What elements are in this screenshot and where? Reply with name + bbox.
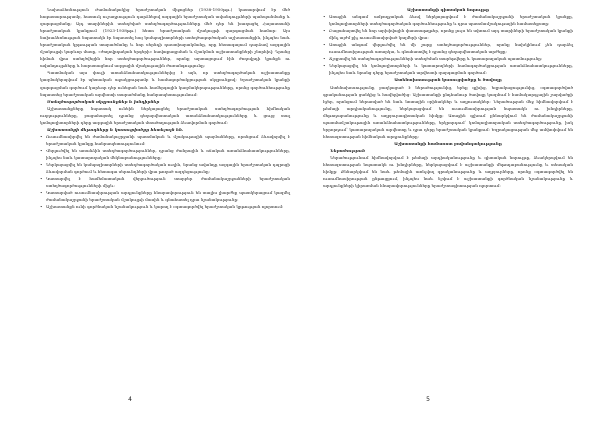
section-heading: Ատենախոսության կառուցվածքը և ծավալը <box>394 77 502 83</box>
bullet-item: • Առաջին անգամ ամբողջական ձևով ներկայացվում է ժամանակաշրջանի երաժշտական կյանքը, կոմպոզիտորների ստեղծագործական գործունեությունը և դրա պատմամշակութային համատեքստը: <box>323 13 573 27</box>
bullet-item: • Ուսումնասիրվել են ժամանակաշրջանի պատմական և մշակութային պայմանները, որոնցում ձևավորվել է երաժշտական կյանքը հանրապետությունում: <box>40 133 290 147</box>
page-number-right: 5 <box>426 396 430 403</box>
body-paragraph: Աշխատանքները նպատակ ունեին ներկայացնել երաժշտական ստեղծագործության հիմնական ուղղությունները, բացահայտել դրանց գեղարվեստական առանձնահատկությունները և ցույց տալ կոմպոզիտորների դերը ազգային երաժշտական մտածողության ձևավորման գործում: <box>40 105 290 125</box>
bullet-item: • Կատարված ուսումնասիրության արդյունքները հնարավորություն են տալիս լիարժեք պատկերացում կազմել ժամանակաշրջանի երաժշտական մշակույթի մասին և գնահատել դրա նշանակությունը: <box>40 189 290 203</box>
bullet-item: • Բացահայտվել են նոր արխիվային փաստաթղթեր, որոնք լույս են սփռում այդ տարիների երաժշտական կյանքի մինչ այժմ քիչ ուսումնասիրված կողմերի վրա: <box>323 27 573 41</box>
body-paragraph: Ներածությունում հիմնավորվում է թեմայի արդիականությունը և գիտական նորույթը, ձևակերպվում են հետազոտության նպատակն ու խնդիրները, ներկայացվում է աշխատանքի մեթոդաբանությունը և տեսական հիմքը: Քննարկվում են նաև թեմային առնչվող գրականությունը և աղբյուրները, որոնք օգտագործվել են ուսումնասիրության ընթացքում, ինչպես նաև նշվում է աշխատանքի գործնական նշանակությունը և արդյունքների կիրառման հնարավորությունները երաժշտագիտության ոլորտում: <box>323 154 573 189</box>
bullet-item: • Առաջին անգամ վերլուծվել են մի շարք ստեղծագործություններ, որոնք նախկինում չեն դարձել ուսումնասիրության առարկա, և գնահատվել է դրանց գեղարվեստական արժեքը: <box>323 41 573 55</box>
page-number-left: 4 <box>128 396 132 403</box>
subsection-heading: Ներածություն <box>330 147 366 153</box>
body-paragraph: Ատենախոսությունը բաղկացած է ներածությունից, երեք գլխից, եզրակացությունից, օգտագործված գրականության ցանկից և հավելվածից: Աշխատանքի ընդհանուր ծավալը կազմում է համակարգչային շարվածքի էջեր, որոնցում ներառված են նաև նոտային օրինակներ և աղյուսակներ: Ներածության մեջ հիմնավորվում է թեմայի արդիականությունը, ներկայացվում են ուսումնասիրության նպատակն ու խնդիրները, մեթոդաբանությունը և աղբյուրագիտական հիմքը: Առաջին գլխում քննարկվում են ժամանակաշրջանի պատմամշակութային առանձնահատկությունները, երկրորդում՝ կոմպոզիտորական ստեղծագործությունը, իսկ երրորդում՝ կատարողական արվեստը և դրա դերը երաժշտական կյանքում: Եզրակացության մեջ ամփոփվում են հետազոտության հիմնական արդյունքները: <box>323 84 573 139</box>
bullet-item: • Կատարվել է համեմատական վերլուծություն տարբեր ժամանակաշրջանների երաժշտական ստեղծագործությունների միջև: <box>40 175 290 189</box>
bullet-item: • Ներկայացվել են կոմպոզիտորների ստեղծագործական ուղին, նրանց ավանդը ազգային երաժշտական դպրոցի ձևավորման գործում և հետագա սերունդների վրա թողած ազդեցությունը: <box>40 161 290 175</box>
section-heading: Աշխատանքի համառոտ բովանդակությունը <box>394 140 502 146</box>
bullet-item: • Ճշգրտվել են ստեղծագործությունների ստեղծման տարեթվերը և կատարողական պատմությունը: <box>323 55 573 62</box>
bullet-item: • Ներկայացվել են կոմպոզիտորների և կատարողների համագործակցության առանձնահատկությունները, ինչպես նաև նրանց դերը երաժշտական արվեստի զարգացման գործում: <box>323 62 573 76</box>
body-paragraph: Նախաձեռնություն Ժամանակակից երաժշտական միջոցներ (1938-1950թթ.) կատարվում էր մեծ հոգատարությամբ, հատուկ ուշադրություն դարձնելով ազգային երաժշտական ավանդույթների պահպանմանը և զարգացմանը: Այդ տարիներին ստեղծված ստեղծագործությունները մեծ դեր են խաղացել Հայաստանի երաժշտական կյանքում (1923-1938թթ.) հետո երաժշտական մշակույթի զարգացման համար: Այս նախաձեռնության նպատակն էր նպաստել հայ կոմպոզիտորների ստեղծագործական աշխատանքին, ինչպես նաև երաժշտական կրթության տարածմանը և նոր սերնդի դաստիարակմանը, որը հետագայում դարձավ ազգային մշակույթի կարևոր մասը, «ժողովրդական երգերի» հավաքագրման և մշակման աշխատանքների շնորհիվ: Դրանց հիման վրա ստեղծվեցին նոր ստեղծագործություններ, որոնք արտացոլում էին ժողովրդի կյանքն ու ավանդույթները և հարստացնում ազգային մշակութային ժառանգությունը: <box>40 7 290 69</box>
subsection-heading: Ստեղծագործական սկզբունքներ և խնդիրներ <box>47 98 160 104</box>
bullet-item: • Աշխատանքն ունի գործնական նշանակություն և կարող է օգտագործվել երաժշտական կրթության ոլորտում: <box>40 203 290 210</box>
page-left-text <box>40 6 290 210</box>
subsection-heading: Աշխատանքի մեթոդները և կառուցվածքը հետևյալն են. <box>47 126 184 132</box>
page-right-text <box>323 6 573 189</box>
section-heading: Աշխատանքի գիտական նորույթը <box>406 7 490 12</box>
body-paragraph: Պատմական այս փուլի առանձնահատկություններից է այն, որ ստեղծագործական աշխատանքը կազմակերպվում էր պետական աջակցությամբ և համագործակցության սկզբունքով: Երաժշտական կյանքի զարգացման գործում կարևոր դեր ունեցան նաև համերգային կազմակերպությունները, որոնց գործունեությունը նպաստեց երաժշտական արվեստի տարածմանը հանրապետությունում: <box>40 70 290 97</box>
page-right <box>300 0 600 425</box>
bullet-item: • Վերլուծվել են առանձին ստեղծագործություններ, դրանց ժանրային և ոճական առանձնահատկությունները, ինչպես նաև կատարողական մեկնաբանությունները: <box>40 147 290 161</box>
